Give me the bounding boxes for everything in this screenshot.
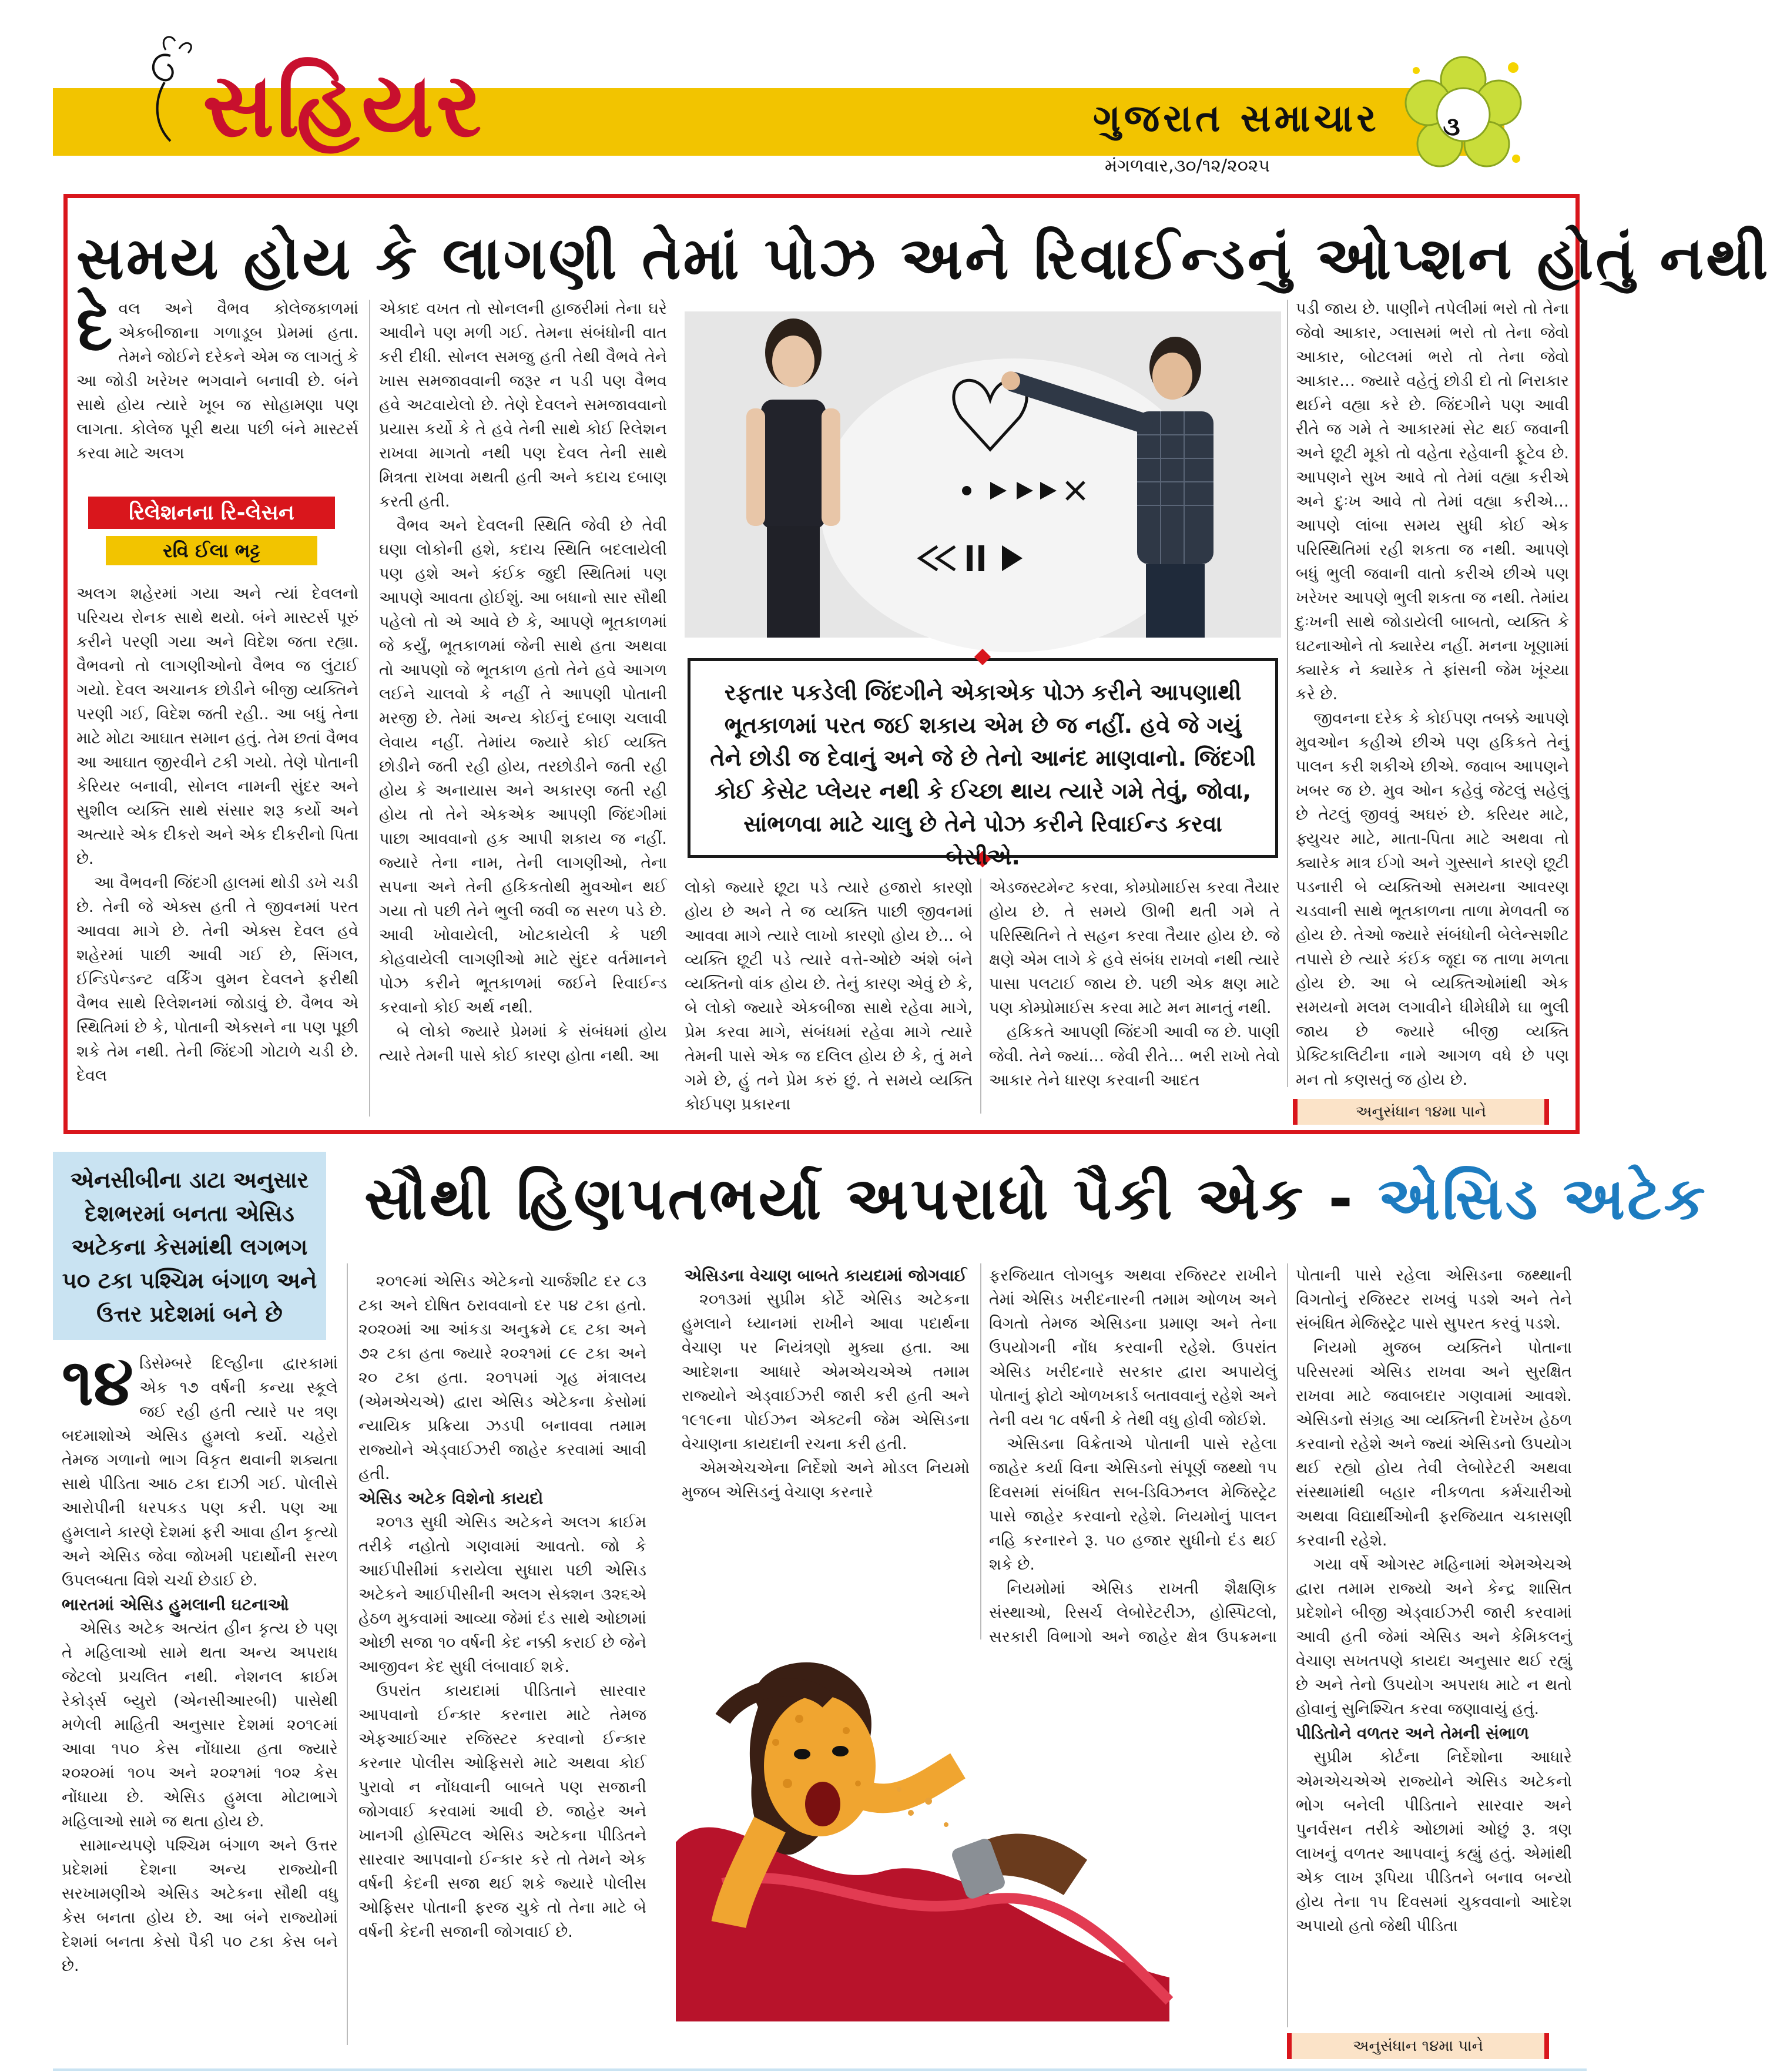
story2-headline — [364, 1161, 1708, 1237]
story2-col1-p3: સામાન્યપણે પશ્ચિમ બંગાળ અને ઉત્તર પ્રદેશમાં દેશના અન્ય રાજ્યોની સરખામણીએ એસિડ અટેકના સૌથી વધુ કેસ બનતા હોય છે. આ બંને રાજ્યોમાં દેશમાં બનતા કેસો પૈકી ૫૦ ટકા કેસ બને છે. — [62, 1836, 338, 1975]
logo-text: સહિયર — [203, 55, 484, 157]
story1-continued: અનુસંધાન ૧૪મા પાને — [1293, 1099, 1549, 1125]
column-rule — [980, 879, 981, 1114]
story2-col1-p1 — [62, 1345, 338, 1592]
story2-col2-subhead: એસિડ અટેક વિશેનો કાયદો — [358, 1488, 544, 1508]
story2-col2-p3: ઉપરાંત કાયદામાં પીડિતાને સારવાર આપવાનો ઈન્કાર કરનારા માટે તેમજ એફઆઈઆર રજિસ્ટર કરવાનો ઈન્કાર કરનાર પોલીસ ઓફિસરો માટે અથવા કોઈ પુરાવો ન નોંધવાની બાબતે પણ સજાની જોગવાઈ કરવામાં આવી છે. જાહેર અને ખાનગી હોસ્પિટલ એસિડ અટેકના પીડિતને સારવાર આપવાનો ઈન્કાર કરે તો તેમને એક વર્ષની કેદની સજા થઈ શકે જ્યારે પોલીસ ઓફિસર પોતાની ફરજ ચુકે તો તેના માટે બે વર્ષની કેદની સજાની જોગવાઈ છે. — [358, 1682, 646, 1941]
story2-dropcap: ૧૪ — [62, 1345, 134, 1420]
story2-col1 — [62, 1345, 338, 2057]
story1-photo — [685, 311, 1281, 638]
couple-photo-illustration — [685, 311, 1281, 638]
story1-headline: સમય હોય કે લાગણી તેમાં પોઝ અને રિવાઈન્ડનું ઓપ્શન હોતું નથી — [76, 224, 1770, 293]
story2-col5-p3: ગયા વર્ષે ઓગસ્ટ મહિનામાં એમએચએ દ્વારા તમામ રાજ્યો અને કેન્દ્ર શાસિત પ્રદેશોને બીજી એડ્વાઈઝરી જારી કરવામાં આવી હતી જેમાં એસિડ અને કેમિકલનું વેચાણ સખતપણે કાયદા અનુસાર થઈ રહ્યું છે અને તેનો ઉપયોગ અપરાધ માટે ન થતો હોવાનું સુનિશ્ચિત કરવા જણાવાયું હતું. — [1296, 1555, 1572, 1718]
story2-col4-p3: નિયમોમાં એસિડ રાખતી શૈક્ષણિક સંસ્થાઓ, રિસર્ચ લેબોરેટરીઝ, હોસ્પિટલો, સરકારી વિભાગો અને જાહેર ક્ષેત્ર ઉપક્રમના — [989, 1580, 1277, 1646]
story1-col1-top — [76, 290, 358, 491]
story2-col1-p2: એસિડ અટેક અત્યંત હીન કૃત્ય છે પણ તે મહિલાઓ સામે થતા અન્ય અપરાધ જેટલો પ્રચલિત નથી. નેશનલ ક્રાઈમ રેકોર્ડ્સ બ્યુરો (એનસીઆરબી) પાસેથી મળેલી માહિતી અનુસાર દેશમાં ૨૦૧૯માં આવા ૧૫૦ કેસ નોંધાયા હતા જ્યારે ૨૦૨૦માં ૧૦૫ અને ૨૦૨૧માં ૧૦૨ કેસ નોંધાયા છે. એસિડ હુમલા મોટાભાગે મહિલાઓ સામે જ થતા હોય છે. — [62, 1620, 338, 1830]
story2-col5-p4: સુપ્રીમ કોર્ટના નિર્દેશોના આધારે એમએચએએ રાજ્યોને એસિડ અટેકનો ભોગ બનેલી પીડિતાને સારવાર અને પુનર્વસન તરીકે ઓછામાં ઓછું રૂ. ત્રણ લાખનું વળતર આપવાનું કહ્યું હતું. એમાંથી એક લાખ રૂપિયા પીડિતને બનાવ બન્યો હોય તેના ૧૫ દિવસમાં ચુકવવાનો આદેશ અપાયો હતો જેથી પીડિતા — [1296, 1748, 1572, 1935]
byline: રવિ ઈલા ભટ્ટ — [106, 536, 317, 565]
story2-col2-p2: ૨૦૧૩ સુધી એસિડ અટેકને અલગ ક્રાઈમ તરીકે નહોતો ગણવામાં આવતો. જો કે આઈપીસીમાં કરાયેલા સુધારા પછી એસિડ અટેકને આઈપીસીની અલગ સેક્શન ૩૨૬એ હેઠળ મુકવામાં આવ્યા જેમાં દંડ સાથે ઓછામાં ઓછી સજા ૧૦ વર્ષની કેદ નક્કી કરાઈ છે જેને આજીવન કેદ સુધી લંબાવાઈ શકે. — [358, 1513, 646, 1676]
story1-col1-top-text: વલ અને વૈભવ કોલેજકાળમાં એકબીજાના ગળાડૂબ પ્રેમમાં હતા. તેમને જોઈને દરેકને એમ જ લાગતું કે આ જોડી ખરેખર ભગવાને બનાવી છે. બંને સાથે હોય ત્યારે ખૂબ જ સોહામણા પણ લાગતા. કોલેજ પૂરી થયા પછી બંને માસ્ટર્સ કરવા માટે અલગ — [76, 300, 358, 462]
story1-col4-p2: હકિકતે આપણી જિંદગી આવી જ છે. પાણી જેવી. તેને જ્યાં… જેવી રીતે… ભરી રાખો તેવો આકાર તેને ધારણ કરવાની આદત — [989, 1023, 1280, 1089]
publication-name: ગુજરાત સમાચાર — [1093, 97, 1380, 140]
story2-col2-p1: ૨૦૧૯માં એસિડ એટેકનો ચાર્જશીટ દર ૮૩ ટકા અને દોષિત ઠરાવવાનો દર ૫૪ ટકા હતો. ૨૦૨૦માં આ આંકડા અનુક્રમે ૮૬ ટકા અને ૭૨ ટકા હતા જ્યારે ૨૦૨૧માં ૮૯ ટકા અને ૨૦ ટકા હતા. ૨૦૧૫માં ગૃહ મંત્રાલય (એમએચએ) દ્વારા એસિડ એટેકના કેસોમાં ન્યાયિક પ્રક્રિયા ઝડપી બનાવવા તમામ રાજ્યોને એડ્વાઈઝરી જાહેર કરવામાં આવી હતી. — [358, 1272, 646, 1483]
story1-col2-p1: એકાદ વખત તો સોનલની હાજરીમાં તેના ઘરે આવીને પણ મળી ગઈ. તેમના સંબંધોની વાત કરી દીધી. સોનલ સમજુ હતી તેથી વૈભવે તેને ખાસ સમજાવવાની જરૂર ન પડી પણ વૈભવ હવે અટવાયેલો છે. તેણે દેવલને સમજાવવાનો પ્રયાસ કર્યો કે તે હવે તેની સાથે કોઈ રિલેશન રાખવા માગતો નથી પણ દેવલ તેની સાથે મિત્રતા રાખવા મથતી હતી અને કદાચ દબાણ કરતી હતી. — [379, 300, 667, 511]
story2-col1-p1-text: ડિસેમ્બરે દિલ્હીના દ્વારકામાં એક ૧૭ વર્ષની કન્યા સ્કૂલે જઈ રહી હતી ત્યારે પર ત્રણ બદમાશોએ એસિડ હુમલો કર્યો. ચહેરો તેમજ ગળાનો ભાગ વિકૃત થવાની શક્યતા સાથે પીડિતા આઠ ટકા દાઝી ગઈ. પોલીસે આરોપીની ધરપકડ પણ કરી. પણ આ હુમલાને કારણે દેશમાં ફરી આવા હીન કૃત્યો અને એસિડ જેવા જોખમી પદાર્થોની સરળ ઉપલબ્ધતા વિશે ચર્ચા છેડાઈ છે. — [62, 1354, 338, 1590]
story1-col5-p1: પડી જાય છે. પાણીને તપેલીમાં ભરો તો તેના જેવો આકાર, ગ્લાસમાં ભરો તો તેના જેવો આકાર, બોટલમાં ભરો તો તેના જેવો આકાર… જ્યારે વહેતું છોડી દો તો નિરાકાર થઈને વહ્યા કરે છે. જિંદગીને પણ આવી રીતે જ ગમે તે આકારમાં સેટ થઈ જવાની અને છૂટી મૂકો તો વહેતા રહેવાની ફૂટેવ છે. આપણને સુખ આવે તો તેમાં વહ્યા કરીએ અને દુઃખ આવે તો તેમાં વહ્યા કરીએ… આપણે લાંબા સમય સુધી કોઈ એક પરિસ્થિતિમાં રહી શકતા જ નથી. આપણે બધું ભુલી જવાની વાતો કરીએ છીએ પણ ખરેખર આપણે ભુલી શકતા જ નથી. તેમાંય દુઃખની સાથે જોડાયેલી બાબતો, વ્યક્તિ કે ઘટનાઓને તો ક્યારેય નહીં. મનના ખૂણામાં ક્યારેક ને ક્યારેક તે ફાંસની જેમ ખૂંચ્યા કરે છે. — [1296, 300, 1569, 703]
story2-col4-p1: ફરજિયાત લોગબુક અથવા રજિસ્ટર રાખીને તેમાં એસિડ ખરીદનારની તમામ ઓળખ અને વિગતો તેમજ એસિડના પ્રમાણ અને તેના ઉપયોગની નોંધ કરવાની રહેશે. ઉપરાંત એસિડ ખરીદનારે સરકાર દ્વારા અપાયેલું પોતાનું ફોટો ઓળખકાર્ડ બતાવવાનું રહેશે અને તેની વય ૧૮ વર્ષની કે તેથી વધુ હોવી જોઈશે. — [989, 1266, 1277, 1429]
column-tag: રિલેશનના રિ-લેસન — [88, 497, 335, 529]
story2-headline-main: સૌથી હિણપતભર્યા અપરાધો પૈકી એક - — [364, 1164, 1378, 1233]
story1-col1-body — [76, 582, 358, 1117]
bottom-rule — [53, 2068, 1587, 2071]
column-rule — [980, 1263, 981, 1640]
story2-continued: અનુસંધાન ૧૪મા પાને — [1287, 2033, 1549, 2059]
story1-col2-p2: વૈભવ અને દેવલની સ્થિતિ જેવી છે તેવી ઘણા લોકોની હશે, કદાચ સ્થિતિ બદલાયેલી પણ હશે અને કંઈક જુદી સ્થિતિમાં પણ આપણે આવતા હોઈશું. આ બધાનો સાર સૌથી પહેલો તો એ આવે છે કે, આપણે ભૂતકાળમાં જે કર્યું, ભૂતકાળમાં જેની સાથે હતા અથવા તો આપણો જે ભૂતકાળ હતો તેને હવે આગળ લઈને ચાલવો કે નહીં તે આપણી પોતાની મરજી છે. તેમાં અન્ય કોઈનું દબાણ ચલાવી લેવાય નહીં. તેમાંય જ્યારે કોઈ વ્યક્તિ છોડીને જતી રહી હોય, તરછોડીને જતી રહી હોય કે અનાયાસ અને અકારણ જતી રહી હોય તો તેને એકએક આપણી જિંદગીમાં પાછા આવવાનો હક આપી શકાય જ નહીં. જ્યારે તેના નામ, તેની લાગણીઓ, તેના સપના અને તેની હકિકતોથી મુવઓન થઈ ગયા તો પછી તેને ભુલી જવી જ સરળ પડે છે. આવી ખોવાયેલી, ખોટકાયેલી કે પછી કોહવાયેલી લાગણીઓ માટે સુંદર વર્તમાનને પોઝ કરીને ભૂતકાળમાં જઈને રિવાઈન્ડ કરવાનો કોઈ અર્થ નથી. — [379, 517, 667, 1017]
logo-figure-icon — [129, 32, 212, 144]
pullquote-text: રફતાર પકડેલી જિંદગીને એકાએક પોઝ કરીને આપણાથી ભૂતકાળમાં પરત જઈ શકાય એમ છે જ નહીં. હવે જે ગયું તેને છોડી જ દેવાનું અને જે છે તેનો આનંદ માણવાનો. જિંદગી કોઈ કેસેટ પ્લેયર નથી કે ઈચ્છા થાય ત્યારે ગમે તેવું, જોવા, સાંભળવા માટે ચાલુ છે તેને પોઝ કરીને રિવાઈન્ડ કરવા બેસીએ. — [710, 679, 1256, 870]
story2-lead-text: એનસીબીના ડાટા અનુસાર દેશભરમાં બનતા એસિડ અટેકના કેસમાંથી લગભગ ૫૦ ટકા પશ્ચિમ બંગાળ અને ઉત્તર પ્રદેશમાં બને છે — [62, 1167, 317, 1327]
story2-col5-p2: નિયમો મુજબ વ્યક્તિને પોતાના પરિસરમાં એસિડ રાખવા અને સુરક્ષિત રાખવા માટે જવાબદાર ગણવામાં આવશે. એસિડનો સંગ્રહ આ વ્યક્તિની દેખરેખ હેઠળ કરવાનો રહેશે અને જ્યાં એસિડનો ઉપયોગ થઈ રહ્યો હોય તેવી લેબોરેટરી અથવા સંસ્થામાંથી બહાર નીકળતા કર્મચારીઓ અથવા વિદ્યાર્થીઓની ફરજિયાત ચકાસણી કરવાની રહેશે. — [1296, 1339, 1572, 1550]
story1-col1-p2: આ વૈભવની જિંદગી હાલમાં થોડી ડખે ચડી છે. તેની જે એક્સ હતી તે જીવનમાં પરત આવવા માગે છે. તેની એક્સ દેવલ હવે શહેરમાં પાછી આવી ગઈ છે, સિંગલ, ઈન્ડિપેન્ડન્ટ વર્કિંગ વુમન દેવલને ફરીથી વૈભવ સાથે રિલેશનમાં જોડાવું છે. વૈભવ એ સ્થિતિમાં છે કે, પોતાની એક્સને ના પણ પૂછી શકે તેમ નથી. તેની જિંદગી ગોટાળે ચડી છે. દેવલ — [76, 874, 358, 1085]
story1-col2-p3: બે લોકો જ્યારે પ્રેમમાં કે સંબંધમાં હોય ત્યારે તેમની પાસે કોઈ કારણ હોતા નથી. આ — [379, 1022, 667, 1065]
story2-col5 — [1296, 1263, 1572, 2027]
story2-col1-subhead: ભારતમાં એસિડ હુમલાની ઘટનાઓ — [62, 1595, 289, 1614]
story2-col3-p1: ૨૦૧૩માં સુપ્રીમ કોર્ટે એસિડ અટેકના હુમલાને ધ્યાનમાં રાખીને આવા પદાર્થના વેચાણ પર નિયંત્રણો મુક્યા હતા. આ આદેશના આધારે એમએચએએ તમામ રાજ્યોને એડ્વાઈઝરી જારી કરી હતી અને ૧૯૧૯ના પોઈઝન એક્ટની જેમ એસિડના વેચાણના કાયદાની રચના કરી હતી. — [682, 1290, 970, 1453]
column-rule — [369, 300, 370, 1117]
story1-col5-p2: જીવનના દરેક કે કોઈપણ તબક્કે આપણે મુવઓન કહીએ છીએ પણ હકિકતે તેનું પાલન કરી શકીએ છીએ. જવાબ આપણને ખબર જ છે. મુવ ઓન કહેવું જેટલું સહેલું છે તેટલું જીવવું અઘરું છે. કરિયર માટે, ફ્યુચર માટે, માતા-પિતા માટે અથવા તો ક્યારેક માત્ર ઈગો અને ગુસ્સાને કારણે છૂટી પડનારી બે વ્યક્તિઓ સમયના આવરણ ચડવાની સાથે ભૂતકાળના તાળા મેળવતી જ હોય છે. તેઓ જ્યારે સંબંધોની બેલેન્સશીટ તપાસે છે ત્યારે કંઈક જૂદા જ તાળા મળતા હોય છે. આ બે વ્યક્તિઓમાંથી એક સમયનો મલમ લગાવીને ધીમેધીમે ઘા ભુલી જાય છે જ્યારે બીજી વ્યક્તિ પ્રેક્ટિકાલિટીના નામે આગળ વધે છે પણ મન તો કણસતું જ હોય છે. — [1296, 709, 1569, 1089]
story1-col4-p1: એડજસ્ટમેન્ટ કરવા, કોમ્પ્રોમાઈસ કરવા તૈયાર હોય છે. તે સમયે ઊભી થતી ગમે તે પરિસ્થિતિને તે સહન કરવા તૈયાર હોય છે. જે ક્ષણે એમ લાગે કે હવે સંબંધ રાખવો નથી ત્યારે પાસા પલટાઈ જાય છે. પછી એક ક્ષણ માટે પણ કોમ્પ્રોમાઈસ કરવા માટે મન માનતું નથી. — [989, 879, 1280, 1017]
column-rule — [1287, 300, 1288, 1087]
story1-col1-p1: અલગ શહેરમાં ગયા અને ત્યાં દેવલનો પરિચય રોનક સાથે થયો. બંને માસ્ટર્સ પૂરું કરીને પરણી ગયા અને વિદેશ જતા રહ્યા. વૈભવનો તો લાગણીઓનો વૈભવ જ લુંટાઈ ગયો. દેવલ અચાનક છોડીને બીજી વ્યક્તિને પરણી ગઈ, વિદેશ જતી રહી.. આ બધું તેના માટે મોટા આઘાત સમાન હતું. તેમ છતાં વૈભવ આ આઘાત જીરવીને ટકી ગયો. તેણે પોતાની કેરિયર બનાવી, સોનલ નામની સુંદર અને સુશીલ વ્યક્તિ સાથે સંસાર શરૂ કર્યો અને અત્યારે એક દીકરો અને એક દીકરીનો પિતા છે. — [76, 585, 358, 868]
story1-col5 — [1296, 297, 1569, 1093]
story1-col3 — [685, 876, 973, 1117]
story2-col2 — [358, 1269, 646, 2057]
story1-col4 — [989, 876, 1280, 1117]
story2-col5-subhead: પીડિતોને વળતર અને તેમની સંભાળ — [1296, 1724, 1530, 1743]
acid-attack-illustration — [652, 1648, 1175, 2021]
issue-date: મંગળવાર,૩૦/૧૨/૨૦૨૫ — [1105, 156, 1270, 176]
story2-col3-subhead: એસિડના વેચાણ બાબતે કાયદામાં જોગવાઈ — [684, 1266, 967, 1285]
story1-col3-text: લોકો જ્યારે છૂટા પડે ત્યારે હજારો કારણો હોય છે અને તે જ વ્યક્તિ પાછી જીવનમાં આવવા માગે ત્યારે લાખો કારણો હોય છે… બે વ્યક્તિ છૂટી પડે ત્યારે વત્તે-ઓછે અંશે બંને વ્યક્તિનો વાંક હોય છે. તેનું કારણ એવું છે કે, બે લોકો જ્યારે એકબીજા સાથે રહેવા માગે, પ્રેમ કરવા માગે, સંબંધમાં રહેવા માગે ત્યારે તેમની પાસે એક જ દલિલ હોય છે કે, તું મને ગમે છે, હું તને પ્રેમ કરું છું. તે સમયે વ્યક્તિ કોઈપણ પ્રકારના — [685, 879, 973, 1114]
story2-col3 — [682, 1263, 970, 1640]
column-rule — [347, 1263, 348, 2045]
story1-dropcap: દે — [76, 290, 113, 365]
story1-col2 — [379, 297, 667, 1117]
victim-illustration — [652, 1648, 1175, 2021]
story2-col3-p2: એમએચએના નિર્દેશો અને મોડલ નિયમો મુજબ એસિડનું વેચાણ કરનારે — [682, 1459, 970, 1501]
story2-col4-p2: એસિડના વિક્રેતાએ પોતાની પાસે રહેલા જાહેર કર્યા વિના એસિડનો સંપૂર્ણ જથ્થો ૧૫ દિવસમાં સંબંધિત સબ-ડિવિઝનલ મેજિસ્ટ્રેટ પાસે જાહેર કરવાનો રહેશે. નિયમોનું પાલન નહિ કરનારને રૂ. ૫૦ હજાર સુધીનો દંડ થઈ શકે છે. — [989, 1435, 1277, 1574]
column-rule — [1287, 1263, 1288, 2027]
story2-headline-accent: એસિડ અટેક — [1377, 1164, 1708, 1233]
story2-col5-p1: પોતાની પાસે રહેલા એસિડના જથ્થાની વિગતોનું રજિસ્ટર રાખવું પડશે અને તેને સંબંધિત મેજિસ્ટ્રેટ પાસે સુપરત કરવું પડશે. — [1296, 1266, 1572, 1333]
page-number: ૩ — [1443, 112, 1460, 142]
